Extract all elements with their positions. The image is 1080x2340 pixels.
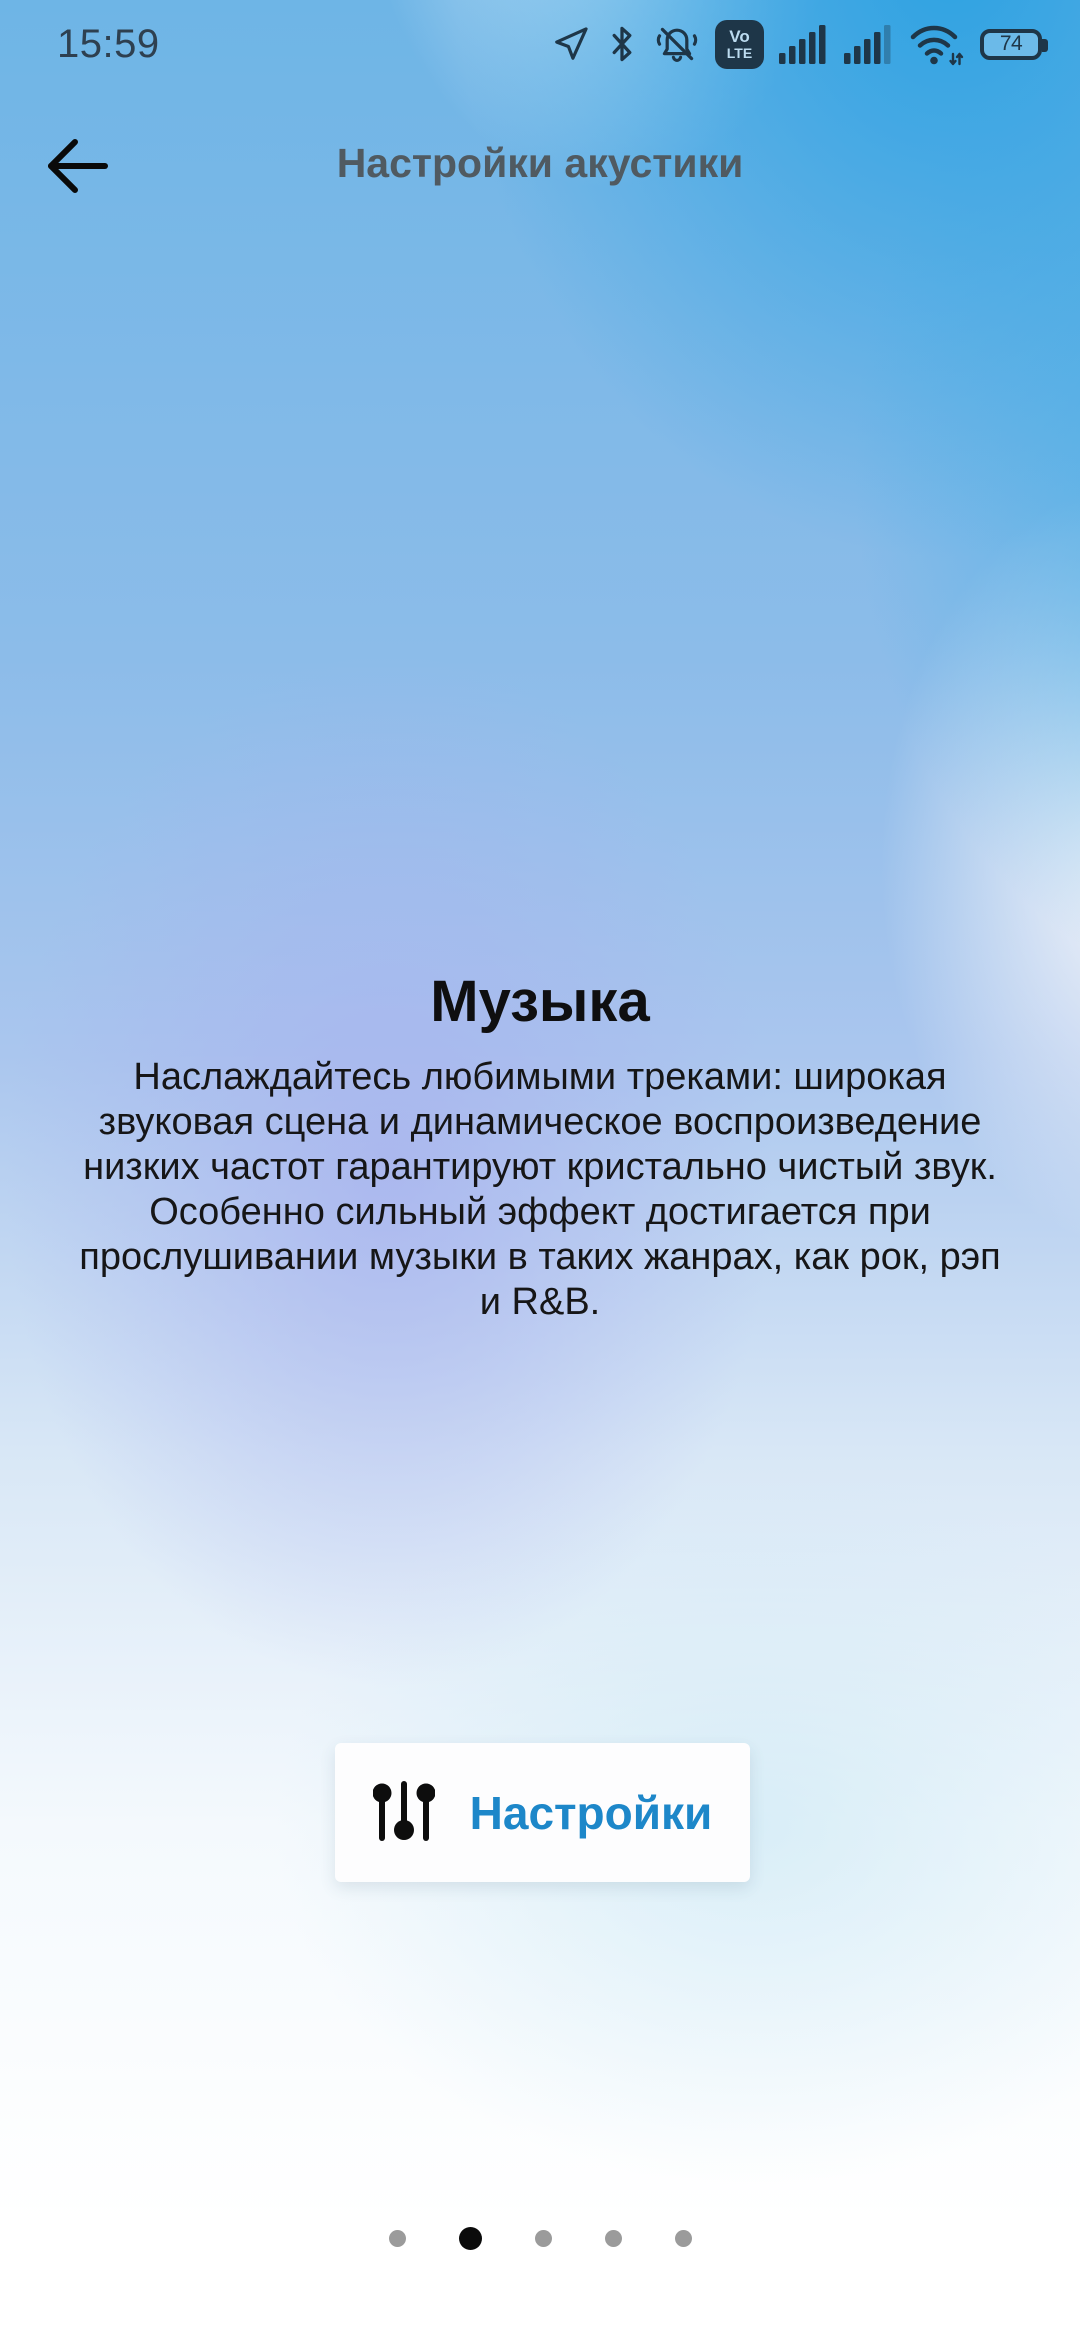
mute-vibrate-icon [654,23,700,65]
pager-dot-1[interactable] [389,2230,406,2247]
sliders-icon [373,1781,435,1844]
battery-icon [980,29,1042,60]
clock: 15:59 [57,21,160,66]
pager-dot-2[interactable] [459,2227,482,2250]
app-header [0,118,1080,214]
page-indicator [0,2224,1080,2252]
status-bar [0,0,1080,78]
cell-signal-2-icon [844,24,894,64]
settings-button-label: Настройки [469,1786,713,1839]
volte-badge: Vo LTE [715,20,764,69]
pager-dot-3[interactable] [535,2230,552,2247]
settings-button[interactable] [335,1743,750,1882]
location-icon [552,25,590,63]
wifi-icon [909,22,965,66]
pager-dot-5[interactable] [675,2230,692,2247]
pager-dot-4[interactable] [605,2230,622,2247]
page-title: Настройки акустики [336,140,744,186]
cell-signal-icon [779,24,829,64]
bluetooth-icon [605,24,639,64]
section-description: Наслаждайтесь любимыми треками: широкая звуковая сцена и динамическое воспроизведение низких частот гарантируют кристально чистый звук. Особенно сильный эффект достигается при прослушивании музыки в таких жанрах, как рок, рэп и R&B. [79,1056,1001,1323]
status-icons [552,20,1042,69]
battery-percent: 74 [999,32,1023,55]
section-heading: Музыка [430,969,650,1034]
